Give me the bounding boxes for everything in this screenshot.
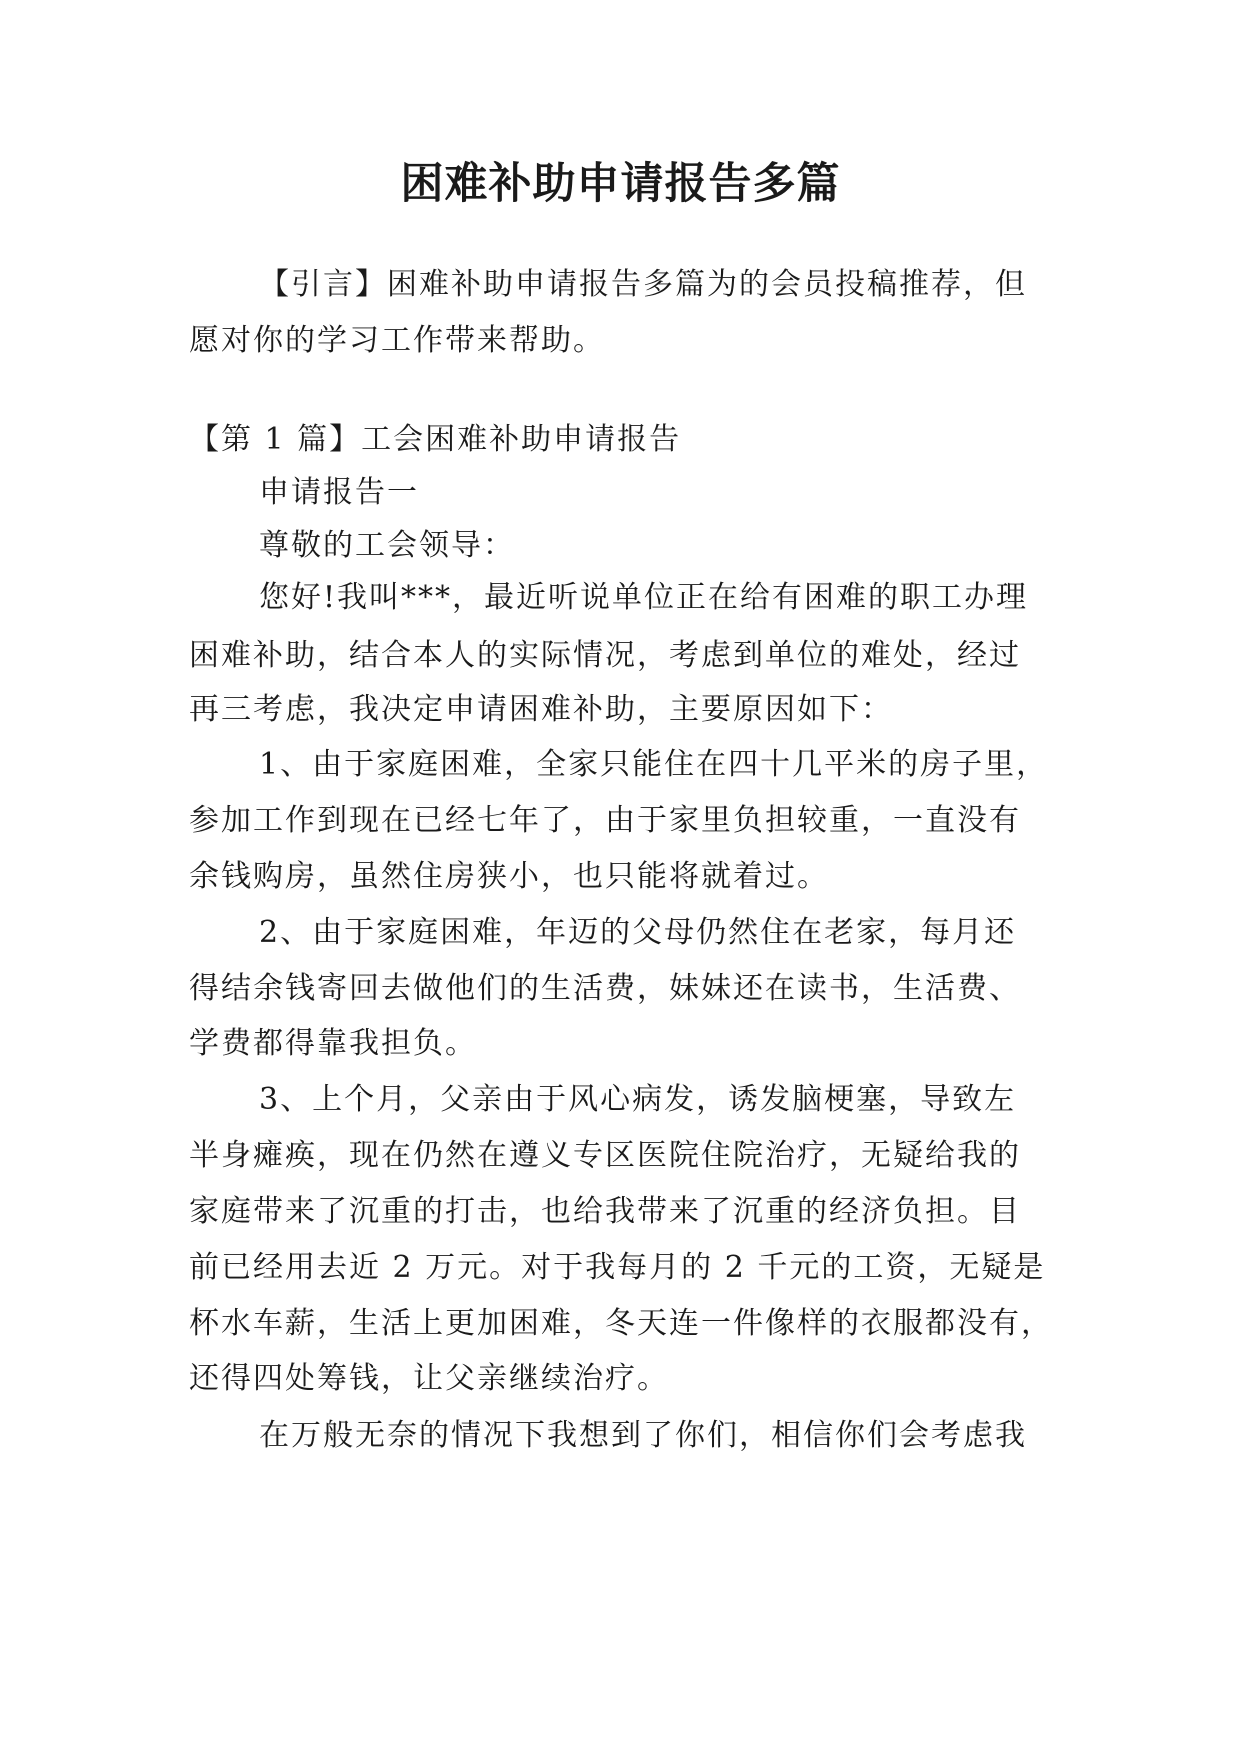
subheading: 申请报告一 (259, 475, 419, 510)
reason-3-line: 半身瘫痪，现在仍然在遵义专区医院住院治疗，无疑给我的 (189, 1138, 1021, 1173)
document-title: 困难补助申请报告多篇 (400, 159, 841, 209)
paragraph-line: 再三考虑，我决定申请困难补助，主要原因如下： (189, 692, 893, 727)
salutation: 尊敬的工会领导： (259, 528, 515, 563)
section-heading: 【第 1 篇】工会困难补助申请报告 (189, 422, 682, 457)
reason-1-line: 1、由于家庭困难，全家只能住在四十几平米的房子里， (259, 747, 1049, 782)
reason-3-line: 还得四处筹钱，让父亲继续治疗。 (189, 1361, 669, 1396)
reason-3-line: 家庭带来了沉重的打击，也给我带来了沉重的经济负担。目 (189, 1194, 1021, 1229)
intro-line: 愿对你的学习工作带来帮助。 (189, 323, 605, 358)
reason-1-line: 余钱购房，虽然住房狭小，也只能将就着过。 (189, 859, 829, 894)
reason-2-line: 学费都得靠我担负。 (189, 1026, 477, 1061)
closing-paragraph-line: 在万般无奈的情况下我想到了你们，相信你们会考虑我 (259, 1418, 1027, 1453)
reason-2-line: 得结余钱寄回去做他们的生活费，妹妹还在读书，生活费、 (189, 971, 1021, 1006)
reason-2-line: 2、由于家庭困难，年迈的父母仍然住在老家，每月还 (259, 915, 1017, 950)
reason-1-line: 参加工作到现在已经七年了，由于家里负担较重，一直没有 (189, 803, 1021, 838)
reason-3-line: 杯水车薪，生活上更加困难，冬天连一件像样的衣服都没有， (189, 1306, 1053, 1341)
intro-line: 【引言】困难补助申请报告多篇为的会员投稿推荐，但 (259, 267, 1027, 302)
reason-3-line: 前已经用去近 2 万元。对于我每月的 2 千元的工资，无疑是 (189, 1250, 1046, 1285)
paragraph-line: 您好!我叫***，最近听说单位正在给有困难的职工办理 (259, 580, 1029, 615)
reason-3-line: 3、上个月，父亲由于风心病发，诱发脑梗塞，导致左 (259, 1082, 1017, 1117)
paragraph-line: 困难补助，结合本人的实际情况，考虑到单位的难处，经过 (189, 638, 1021, 673)
